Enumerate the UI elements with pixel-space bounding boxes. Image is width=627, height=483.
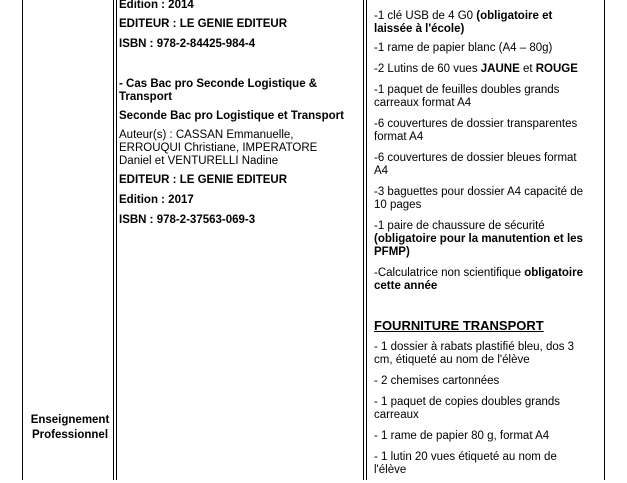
table-border-col2 bbox=[363, 0, 364, 480]
supply-sheets-line1: -1 paquet de feuilles doubles grands bbox=[374, 84, 560, 96]
supply-lutins-text: -2 Lutins de 60 vues bbox=[374, 63, 481, 75]
supply-usb-bold2: laissée à l'école) bbox=[374, 23, 465, 35]
supply-covers-transparent-line1: -6 couvertures de dossier transparentes bbox=[374, 118, 578, 130]
books-column bbox=[119, 0, 361, 233]
transport-item-4: - 1 rame de papier 80 g, format A4 bbox=[374, 430, 550, 442]
book1-isbn: ISBN : 978-2-84425-984-4 bbox=[119, 38, 256, 50]
row-label-line2: Professionnel bbox=[31, 429, 109, 441]
row-label bbox=[24, 413, 116, 443]
book2-authors-line2: ERROUQUI Christiane, IMPERATORE bbox=[119, 142, 318, 154]
transport-item-1-line2: cm, étiqueté au nom de l'élève bbox=[374, 354, 530, 366]
supply-paper: -1 rame de papier blanc (A4 – 80g) bbox=[374, 42, 553, 54]
supply-shoes-bold1: (obligatoire pour la manutention et les bbox=[374, 233, 583, 245]
transport-item-5 bbox=[374, 451, 602, 477]
table-border-col1b bbox=[116, 0, 117, 480]
table-border-left bbox=[22, 0, 23, 480]
transport-item-2: - 2 chemises cartonnées bbox=[374, 375, 500, 387]
transport-title: FOURNITURE TRANSPORT bbox=[374, 318, 544, 333]
book2-title-line2: Transport bbox=[119, 91, 173, 103]
book2-title bbox=[119, 78, 361, 104]
book2-subtitle: Seconde Bac pro Logistique et Transport bbox=[119, 110, 344, 122]
transport-item-5-line1: - 1 lutin 20 vues étiqueté au nom de bbox=[374, 451, 557, 463]
transport-item-1-line1: - 1 dossier à rabats plastifié bleu, dos 3 bbox=[374, 341, 575, 353]
book2-authors bbox=[119, 129, 361, 168]
supply-covers-transparent-line2: format A4 bbox=[374, 131, 424, 143]
book1-editeur: EDITEUR : LE GENIE EDITEUR bbox=[119, 18, 288, 30]
supply-lutins bbox=[374, 63, 602, 76]
supply-baguettes-line1: -3 baguettes pour dossier A4 capacité de bbox=[374, 186, 584, 198]
supply-lutins-and: et bbox=[519, 63, 536, 75]
supply-lutins-color2: ROUGE bbox=[535, 63, 578, 75]
supply-covers-blue-line2: A4 bbox=[374, 165, 389, 177]
book2-editeur: EDITEUR : LE GENIE EDITEUR bbox=[119, 174, 288, 186]
supply-shoes bbox=[374, 220, 602, 259]
transport-item-3 bbox=[374, 396, 602, 422]
book2-authors-line3: Daniel et VENTURELLI Nadine bbox=[119, 155, 279, 167]
supply-covers-blue bbox=[374, 152, 602, 178]
supply-calculator-text: -Calculatrice non scientifique bbox=[374, 267, 525, 279]
supply-calculator bbox=[374, 267, 602, 293]
book1-edition: Edition : 2014 bbox=[119, 0, 194, 11]
supply-usb bbox=[374, 10, 602, 36]
table-border-col1 bbox=[113, 0, 114, 480]
table-border-right bbox=[604, 0, 605, 480]
supply-covers-blue-line1: -6 couvertures de dossier bleues format bbox=[374, 152, 577, 164]
book2-edition: Edition : 2017 bbox=[119, 194, 194, 206]
supply-covers-transparent bbox=[374, 118, 602, 144]
supplies-column bbox=[374, 10, 602, 483]
supply-usb-text: -1 clé USB de 4 G0 bbox=[374, 10, 477, 22]
supply-baguettes-line2: 10 pages bbox=[374, 199, 422, 211]
book2-isbn: ISBN : 978-2-37563-069-3 bbox=[119, 214, 256, 226]
supply-usb-bold1: (obligatoire et bbox=[476, 10, 553, 22]
supply-sheets bbox=[374, 84, 602, 110]
transport-item-3-line1: - 1 paquet de copies doubles grands bbox=[374, 396, 561, 408]
supply-sheets-line2: carreaux format A4 bbox=[374, 97, 472, 109]
supply-shoes-bold2: PFMP) bbox=[374, 246, 410, 258]
supply-baguettes bbox=[374, 186, 602, 212]
supply-calculator-bold1: obligatoire bbox=[524, 267, 583, 279]
book2-authors-line1: Auteur(s) : CASSAN Emmanuelle, bbox=[119, 129, 294, 141]
supply-shoes-line1: -1 paire de chaussure de sécurité bbox=[374, 220, 545, 232]
table-border-col2b bbox=[366, 0, 367, 480]
supply-calculator-bold2: cette année bbox=[374, 280, 438, 292]
book2-title-line1: - Cas Bac pro Seconde Logistique & bbox=[119, 78, 318, 90]
supply-lutins-color1: JAUNE bbox=[480, 63, 520, 75]
transport-item-1 bbox=[374, 341, 602, 367]
transport-item-5-line2: l'élève bbox=[374, 464, 407, 476]
row-label-line1: Enseignement bbox=[30, 414, 110, 426]
transport-item-3-line2: carreaux bbox=[374, 409, 419, 421]
